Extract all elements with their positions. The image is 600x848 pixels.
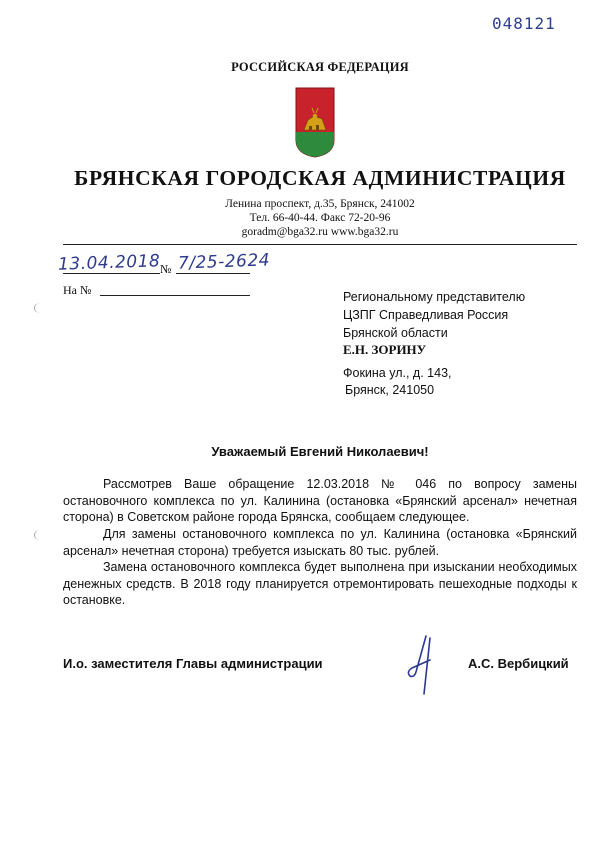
signatory-position: И.о. заместителя Главы администрации xyxy=(63,656,323,671)
outgoing-number: 7/25-2624 xyxy=(177,250,271,274)
recipient-line: Брянской области xyxy=(343,326,448,340)
greeting: Уважаемый Евгений Николаевич! xyxy=(211,444,429,459)
number-label: № xyxy=(160,262,172,276)
date-underline xyxy=(63,273,160,274)
number-underline xyxy=(176,273,250,274)
recipient-line: Региональному представителю xyxy=(343,290,526,304)
registration-stamp-number: 048121 xyxy=(492,14,556,33)
signatory-name: А.С. Вербицкий xyxy=(468,656,569,671)
handwritten-signature-icon xyxy=(396,632,442,696)
recipient-street: Фокина ул., д. 143, xyxy=(343,366,452,380)
outgoing-date: 13.04.2018 xyxy=(57,251,161,275)
federation-heading: РОССИЙСКАЯ ФЕДЕРАЦИЯ xyxy=(231,60,409,74)
body-paragraph: Для замены остановочного комплекса по ул. Калинина (остановка «Брянский арсенал» нечетная сторона) требуется изыскать 80 тыс. рублей. xyxy=(63,527,577,558)
body-paragraph: Замена остановочного комплекса будет выполнена при изыскании необходимых денежных средств. В 2018 году планируется отремонтировать пешеходные подходы к остановке. xyxy=(63,560,577,607)
reply-to-label: На № xyxy=(63,283,92,297)
administration-title: БРЯНСКАЯ ГОРОДСКАЯ АДМИНИСТРАЦИЯ xyxy=(74,166,566,190)
header-divider xyxy=(63,244,577,245)
coat-of-arms-icon xyxy=(294,86,336,158)
recipient-city: Брянск, 241050 xyxy=(345,383,435,397)
reply-to-underline xyxy=(100,295,250,296)
punch-hole-mark xyxy=(34,530,45,540)
address-line: Ленина проспект, д.35, Брянск, 241002 xyxy=(225,198,415,210)
body-paragraph: Рассмотрев Ваше обращение 12.03.2018 № 046 по вопросу замены остановочного комплекса по ул. Калинина (остановка «Брянский арсенал» нечетная сторона) в Советском районе города Брянска, сообщаем следующее. xyxy=(63,477,577,524)
punch-hole-mark xyxy=(34,303,45,313)
recipient-name: Е.Н. ЗОРИНУ xyxy=(343,342,427,357)
phone-fax-line: Тел. 66-40-44. Факс 72-20-96 xyxy=(249,212,391,224)
email-web-line: goradm@bga32.ru www.bga32.ru xyxy=(241,226,399,238)
recipient-line: ЦЗПГ Справедливая Россия xyxy=(343,308,509,322)
